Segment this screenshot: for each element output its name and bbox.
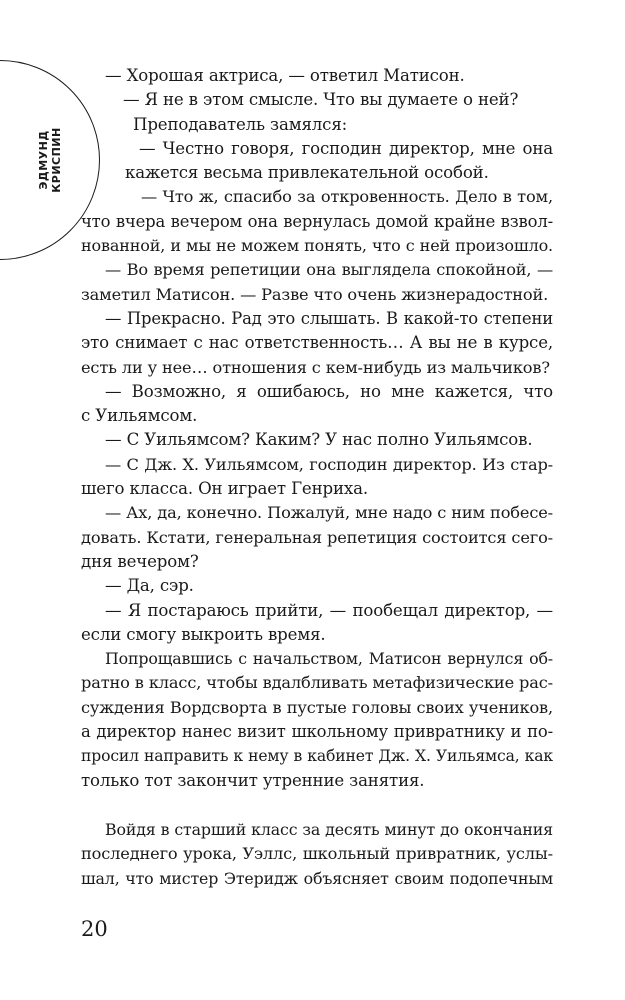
section-break bbox=[81, 793, 553, 818]
text-line: если смогу выкроить время. bbox=[81, 624, 326, 644]
text-line: — Во время репетиции она выглядела спокойной, — bbox=[105, 260, 553, 280]
text-line: это снимает с нас ответственность… А вы не в курсе, bbox=[81, 333, 553, 353]
author-name-tab bbox=[37, 127, 63, 192]
text-line: кажется весьма привлекательной особой. bbox=[125, 163, 489, 183]
text-line: суждения Вордсворта в пустые головы своих учеников, bbox=[81, 697, 553, 717]
text-line: — С Уильямсом? Каким? У нас полно Уильямсов. bbox=[105, 430, 533, 450]
text-line: — Что ж, спасибо за откровенность. Дело в том, bbox=[141, 187, 553, 207]
author-first-name: ЭДМУНД bbox=[37, 130, 50, 190]
text-line: ратно в класс, чтобы вдалбливать метафизические рас- bbox=[81, 673, 553, 693]
text-line: — Хорошая актриса, — ответил Матисон. bbox=[105, 66, 465, 85]
text-line: только тот закончит утренние занятия. bbox=[81, 770, 425, 790]
author-last-name: КРИСПИН bbox=[50, 127, 63, 193]
text-line: — Ах, да, конечно. Пожалуй, мне надо с ним побесе- bbox=[105, 503, 553, 523]
text-line: нованной, и мы не можем понять, что с ней произошло. bbox=[81, 236, 553, 256]
text-line: шал, что мистер Этеридж объясняет своим подопечным bbox=[81, 868, 553, 888]
text-line: есть ли у нее… отношения с кем-нибудь из мальчиков? bbox=[81, 357, 550, 377]
text-line: заметил Матисон. — Разве что очень жизнерадостной. bbox=[81, 284, 549, 304]
page-number: 20 bbox=[81, 917, 108, 941]
text-line: а директор нанес визит школьному привратнику и по- bbox=[81, 722, 553, 742]
text-line: довать. Кстати, генеральная репетиция состоится сего- bbox=[81, 527, 553, 547]
text-line: — Да, сэр. bbox=[105, 576, 194, 596]
text-line: — С Дж. Х. Уильямсом, господин директор. Из стар- bbox=[105, 454, 553, 474]
text-line: с Уильямсом. bbox=[81, 406, 198, 426]
text-line: Преподаватель замялся: bbox=[133, 114, 348, 134]
text-line: — Честно говоря, господин директор, мне она bbox=[139, 138, 553, 158]
text-line: что вчера вечером она вернулась домой крайне взвол- bbox=[81, 211, 553, 231]
text-line: — Прекрасно. Рад это слышать. В какой-то степени bbox=[105, 308, 553, 328]
text-line: дня вечером? bbox=[81, 551, 199, 571]
body-text bbox=[81, 64, 553, 891]
text-line: последнего урока, Уэллс, школьный привратник, услы- bbox=[81, 844, 553, 864]
text-line: — Возможно, я ошибаюсь, но мне кажется, что bbox=[105, 381, 553, 401]
text-line: шего класса. Он играет Генриха. bbox=[81, 479, 368, 499]
text-line: — Я не в этом смысле. Что вы думаете о ней? bbox=[123, 90, 519, 110]
text-line: Попрощавшись с начальством, Матисон вернулся об- bbox=[105, 649, 553, 669]
text-line: — Я постараюсь прийти, — пообещал директор, — bbox=[105, 600, 553, 620]
text-line: просил направить к нему в кабинет Дж. Х. Уильямса, как bbox=[81, 747, 553, 766]
text-line: Войдя в старший класс за десять минут до окончания bbox=[105, 819, 553, 839]
